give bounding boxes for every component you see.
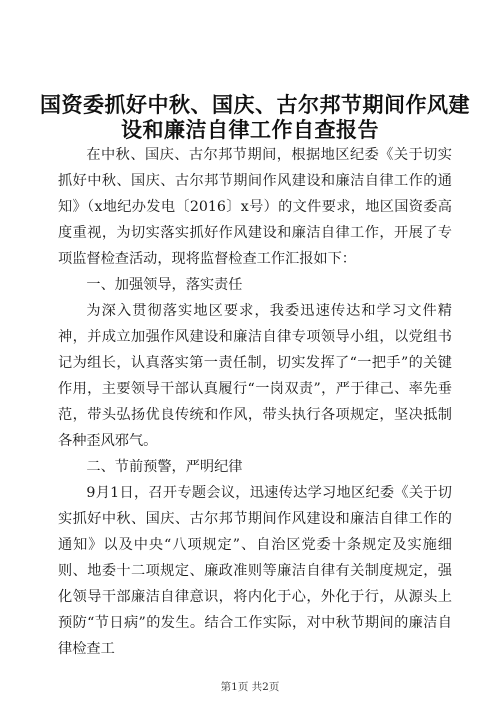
paragraph-intro: 在中秋、国庆、古尔邦节期间，根据地区纪委《关于切实抓好中秋、国庆、古尔邦节期间作风建设和廉洁自律工作的通知》（x地纪办发电〔2016〕x号）的文件要求，地区国资委高度重视，为切实落实抓好作风建设和廉洁自律工作，开展了专项监督检查活动，现将监督检查工作汇报如下： bbox=[58, 147, 452, 267]
section-heading-2: 二、节前预警，严明纪律 bbox=[86, 459, 243, 475]
title-line-1: 国资委抓好中秋、国庆、古尔邦节期间作风建 bbox=[40, 92, 470, 117]
document-body bbox=[58, 142, 452, 662]
paragraph-section-2: 9月1日，召开专题会议，迅速传达学习地区纪委《关于切实抓好中秋、国庆、古尔邦节期间作风建设和廉洁自律工作的通知》以及中央“八项规定”、自治区党委十条规定及实施细则、地委十二项规定、廉政准则等廉洁自律有关制度规定，强化领导干部廉洁自律意识，将内化于心，外化于行，从源头上预防“节日病”的发生。结合工作实际，对中秋节期间的廉洁自律检查工 bbox=[58, 485, 452, 657]
paragraph-section-1: 为深入贯彻落实地区要求，我委迅速传达和学习文件精神，并成立加强作风建设和廉洁自律专项领导小组，以党组书记为组长，认真落实第一责任制，切实发挥了“一把手”的关键作用，主要领导干部认真履行“一岗双责”，严于律己、率先垂范，带头弘扬优良传统和作风，带头执行各项规定，坚决抵制各种歪风邪气。 bbox=[58, 303, 452, 449]
section-heading-1: 一、加强领导，落实责任 bbox=[86, 277, 243, 293]
page-number-footer: 第1页 共2页 bbox=[220, 681, 280, 693]
title-line-2: 设和廉洁自律工作自查报告 bbox=[121, 117, 379, 142]
document-title bbox=[40, 92, 470, 142]
